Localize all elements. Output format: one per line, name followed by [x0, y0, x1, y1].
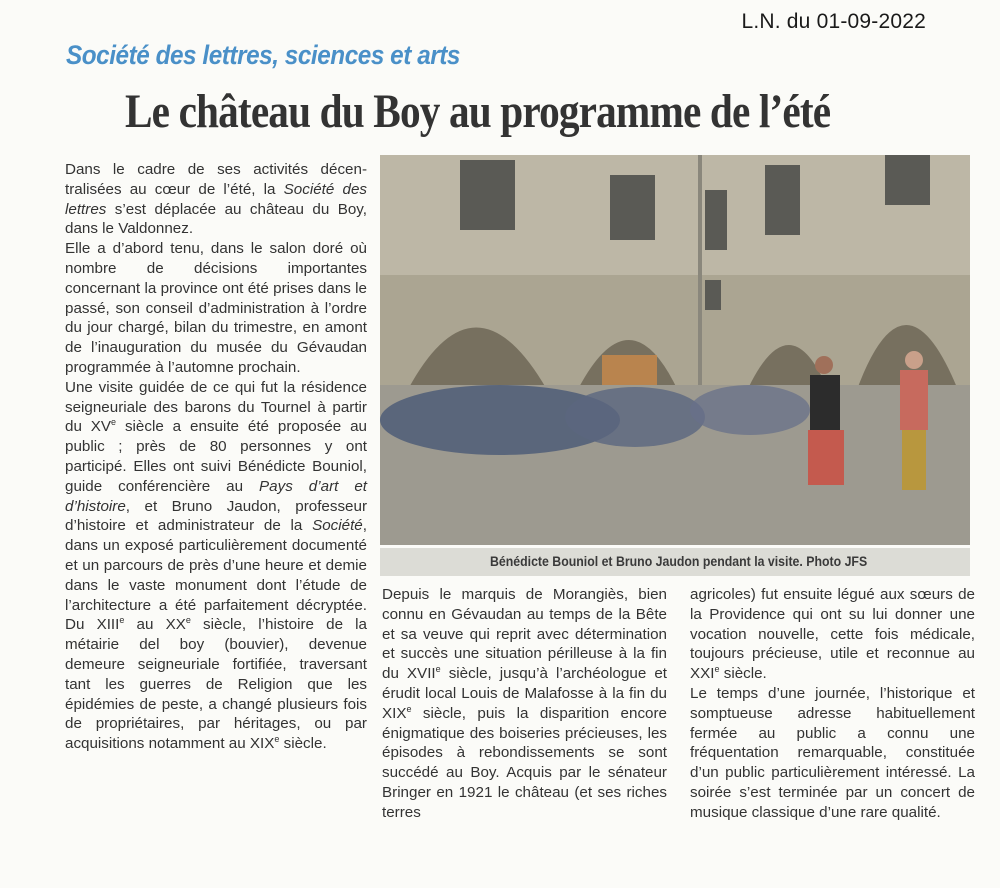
publication-date: L.N. du 01-09-2022	[741, 10, 926, 33]
paragraph-council: Elle a d’abord tenu, dans le salon doré où nombre de décisions importantes concernant la province ont été prises dans le passé, son conseil d’administration à l’ordre du jour chargé, bilan du trimestre, en amont de l’inauguration du musée du Gévaudan programmée à l’automne prochain.	[65, 240, 367, 376]
paragraph-bequest	[690, 585, 975, 684]
article-column-3	[690, 585, 975, 823]
paragraph-history	[382, 585, 667, 823]
text-italic: Société des lettres	[65, 180, 367, 218]
text-run: au XX	[124, 616, 186, 634]
article-photo	[380, 155, 970, 545]
text-run: Une visite guidée de ce qui fut la résidence seigneuriale des barons du Tournel à partir du XV	[65, 378, 367, 436]
superscript: e	[111, 417, 117, 428]
superscript: e	[435, 664, 441, 675]
paragraph-intro	[65, 160, 367, 239]
text-run: siècle, puis la disparition encore énigmatique des boiseries précieuses, les épisodes à rebondissements se sont succédé au Boy. Acquis par le sénateur Bringer en 1921 le château (et ses riches terres	[382, 704, 667, 821]
text-italic: Pays d’art et d’histoire	[65, 477, 367, 515]
superscript: e	[185, 615, 191, 626]
superscript: e	[406, 703, 412, 714]
chateau-courtyard-illustration	[380, 155, 970, 545]
text-run: siècle, jusqu’à l’archéologue et érudit local Louis de Malafosse à la fin du XIX	[382, 665, 667, 722]
paragraph-visit	[65, 378, 367, 754]
superscript: e	[714, 664, 720, 675]
text-run: siècle a ensuite été proposée au public ; près de 80 personnes y ont participé. Elles ont suivi Bénédicte Bouniol, guide conférencière au	[65, 418, 367, 495]
text-run: siècle.	[719, 665, 767, 683]
superscript: e	[274, 734, 280, 745]
superscript: e	[119, 615, 125, 626]
text-run: s’est déplacée au château du Boy, dans le Valdonnez.	[65, 200, 367, 238]
text-run: siècle, l’histoire de la métairie del boy (bouvier), devenue demeure seigneuriale fortifiée, traversant tant les guerres de Religion que les épidémies de peste, a changé plusieurs fois de propriétaires, par héritages, ou par acquisitions notamment au XIX	[65, 616, 367, 753]
article-column-2	[382, 585, 667, 823]
text-run: siècle.	[279, 735, 327, 753]
article-column-1	[65, 160, 367, 754]
text-italic: Société	[312, 517, 363, 535]
paragraph-conclusion: Le temps d’une journée, l’historique et somptueuse adresse habituellement fermée au public a connu une fréquentation remarquable, constituée d’un public particulièrement intéressé. La soirée s’est terminée par un concert de musique classique d’une rare qualité.	[690, 684, 975, 821]
text-run: , dans un exposé particulièrement documenté et un parcours de près d’une heure et demie dans le vaste monument dont l’étude de l’architecture a été parfaitement décryptée. Du XIII	[65, 517, 367, 634]
text-run: Depuis le marquis de Morangiès, bien connu en Gévaudan au temps de la Bête et sa veuve qui reprit avec détermination et succès une situation périlleuse à la fin du XVII	[382, 586, 667, 683]
photo-caption: Bénédicte Bouniol et Bruno Jaudon pendant la visite. Photo JFS	[490, 553, 868, 569]
article-headline: Le château du Boy au programme de l’été	[125, 85, 831, 138]
text-run: agricoles) fut ensuite légué aux sœurs de la Providence qui ont su lui donner une vocation nouvelle, cette fois médicale, toujours précieuse, utile et reconnue au XXI	[690, 586, 975, 683]
text-run: , et Bruno Jaudon, professeur d’histoire et administrateur de la	[65, 497, 367, 535]
section-kicker: Société des lettres, sciences et arts	[66, 40, 460, 70]
text-run: Dans le cadre de ses activités décentralisées au cœur de l’été, la	[65, 161, 367, 198]
